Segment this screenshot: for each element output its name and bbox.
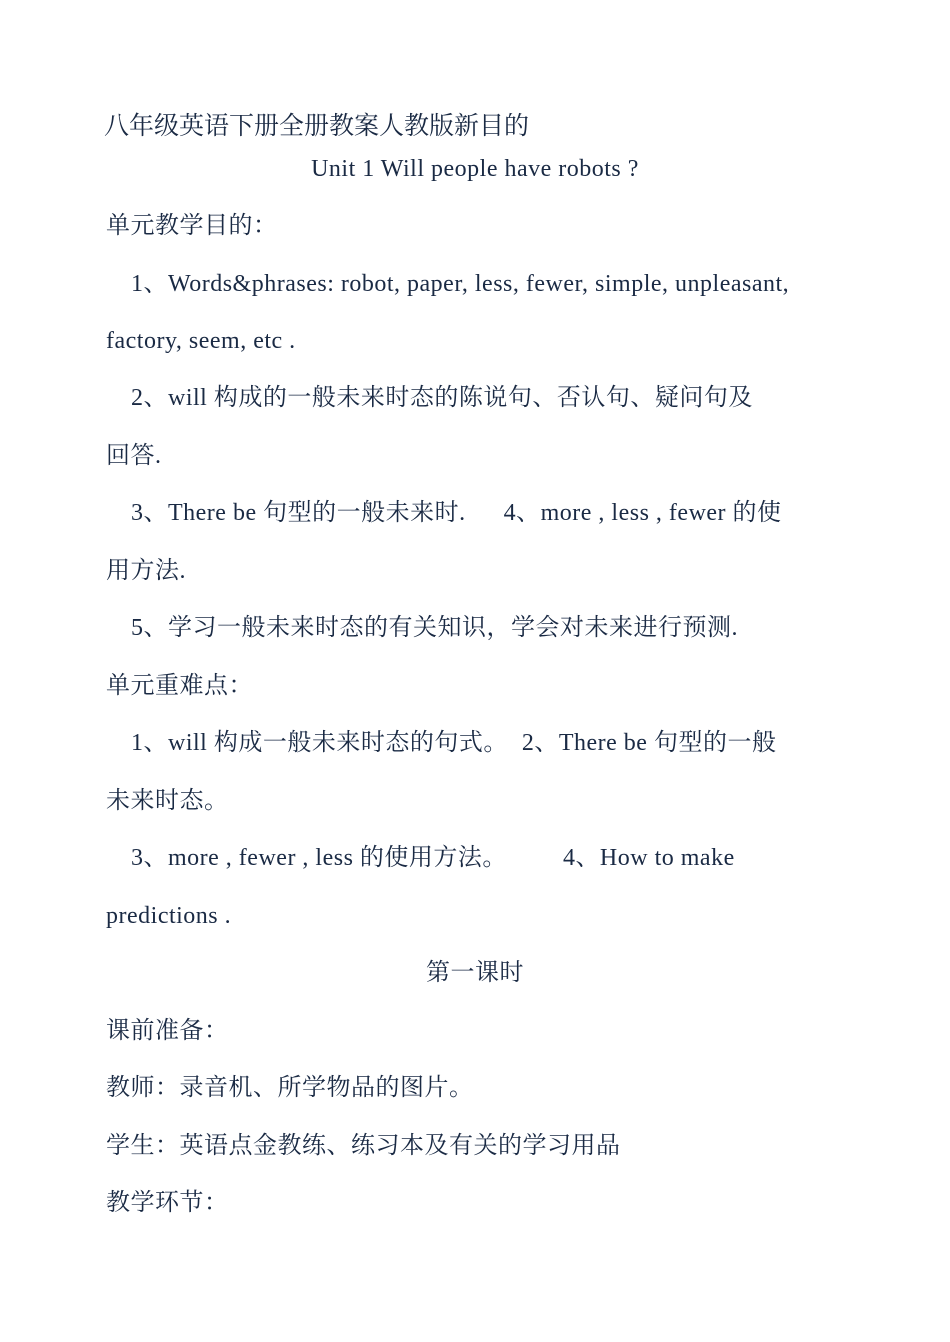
lesson-title: 第一课时 [426, 960, 524, 986]
document-title: 八年级英语下册全册教案人教版新目的 [104, 111, 530, 140]
unit-title: Unit 1 Will people have robots ? [311, 156, 639, 182]
procedure-heading: 教学环节： [106, 1190, 229, 1216]
objective-2-line-2: 回答. [106, 443, 162, 469]
objective-1-line-1: 1、Words&phrases: robot, paper, less, fewer, simple, unpleasant, [131, 271, 790, 297]
objective-2-line-1: 2、will 构成的一般未来时态的陈说句、否认句、疑问句及 [131, 385, 753, 411]
objective-4-line-2: 用方法. [106, 558, 186, 584]
key-point-1: 1、will 构成一般未来时态的句式。 [131, 730, 508, 756]
objective-3-4-line [131, 496, 876, 530]
key-point-4-part-1: 4、How to make [562, 845, 735, 871]
student-preparation: 学生：英语点金教练、练习本及有关的学习用品 [106, 1133, 621, 1159]
key-points-1-2-line [131, 726, 876, 760]
objective-3: 3、There be 句型的一般未来时. [131, 500, 466, 526]
objective-1-line-2: factory, seem, etc . [106, 328, 296, 354]
key-points-3-4-line [131, 841, 876, 875]
teacher-preparation: 教师：录音机、所学物品的图片。 [106, 1075, 474, 1101]
objective-4-part-1: 4、more , less , fewer 的使 [503, 500, 782, 526]
key-points-heading: 单元重难点： [106, 673, 253, 699]
key-point-2-line-2: 未来时态。 [106, 788, 229, 814]
key-point-4-line-2: predictions . [106, 903, 232, 929]
objective-5: 5、学习一般未来时态的有关知识，学会对未来进行预测. [131, 615, 738, 641]
key-point-2-part-1: 2、There be 句型的一般 [521, 730, 777, 756]
objectives-heading: 单元教学目的： [106, 213, 278, 239]
preparation-heading: 课前准备： [106, 1018, 229, 1044]
key-point-3: 3、more , fewer , less 的使用方法。 [131, 845, 507, 871]
